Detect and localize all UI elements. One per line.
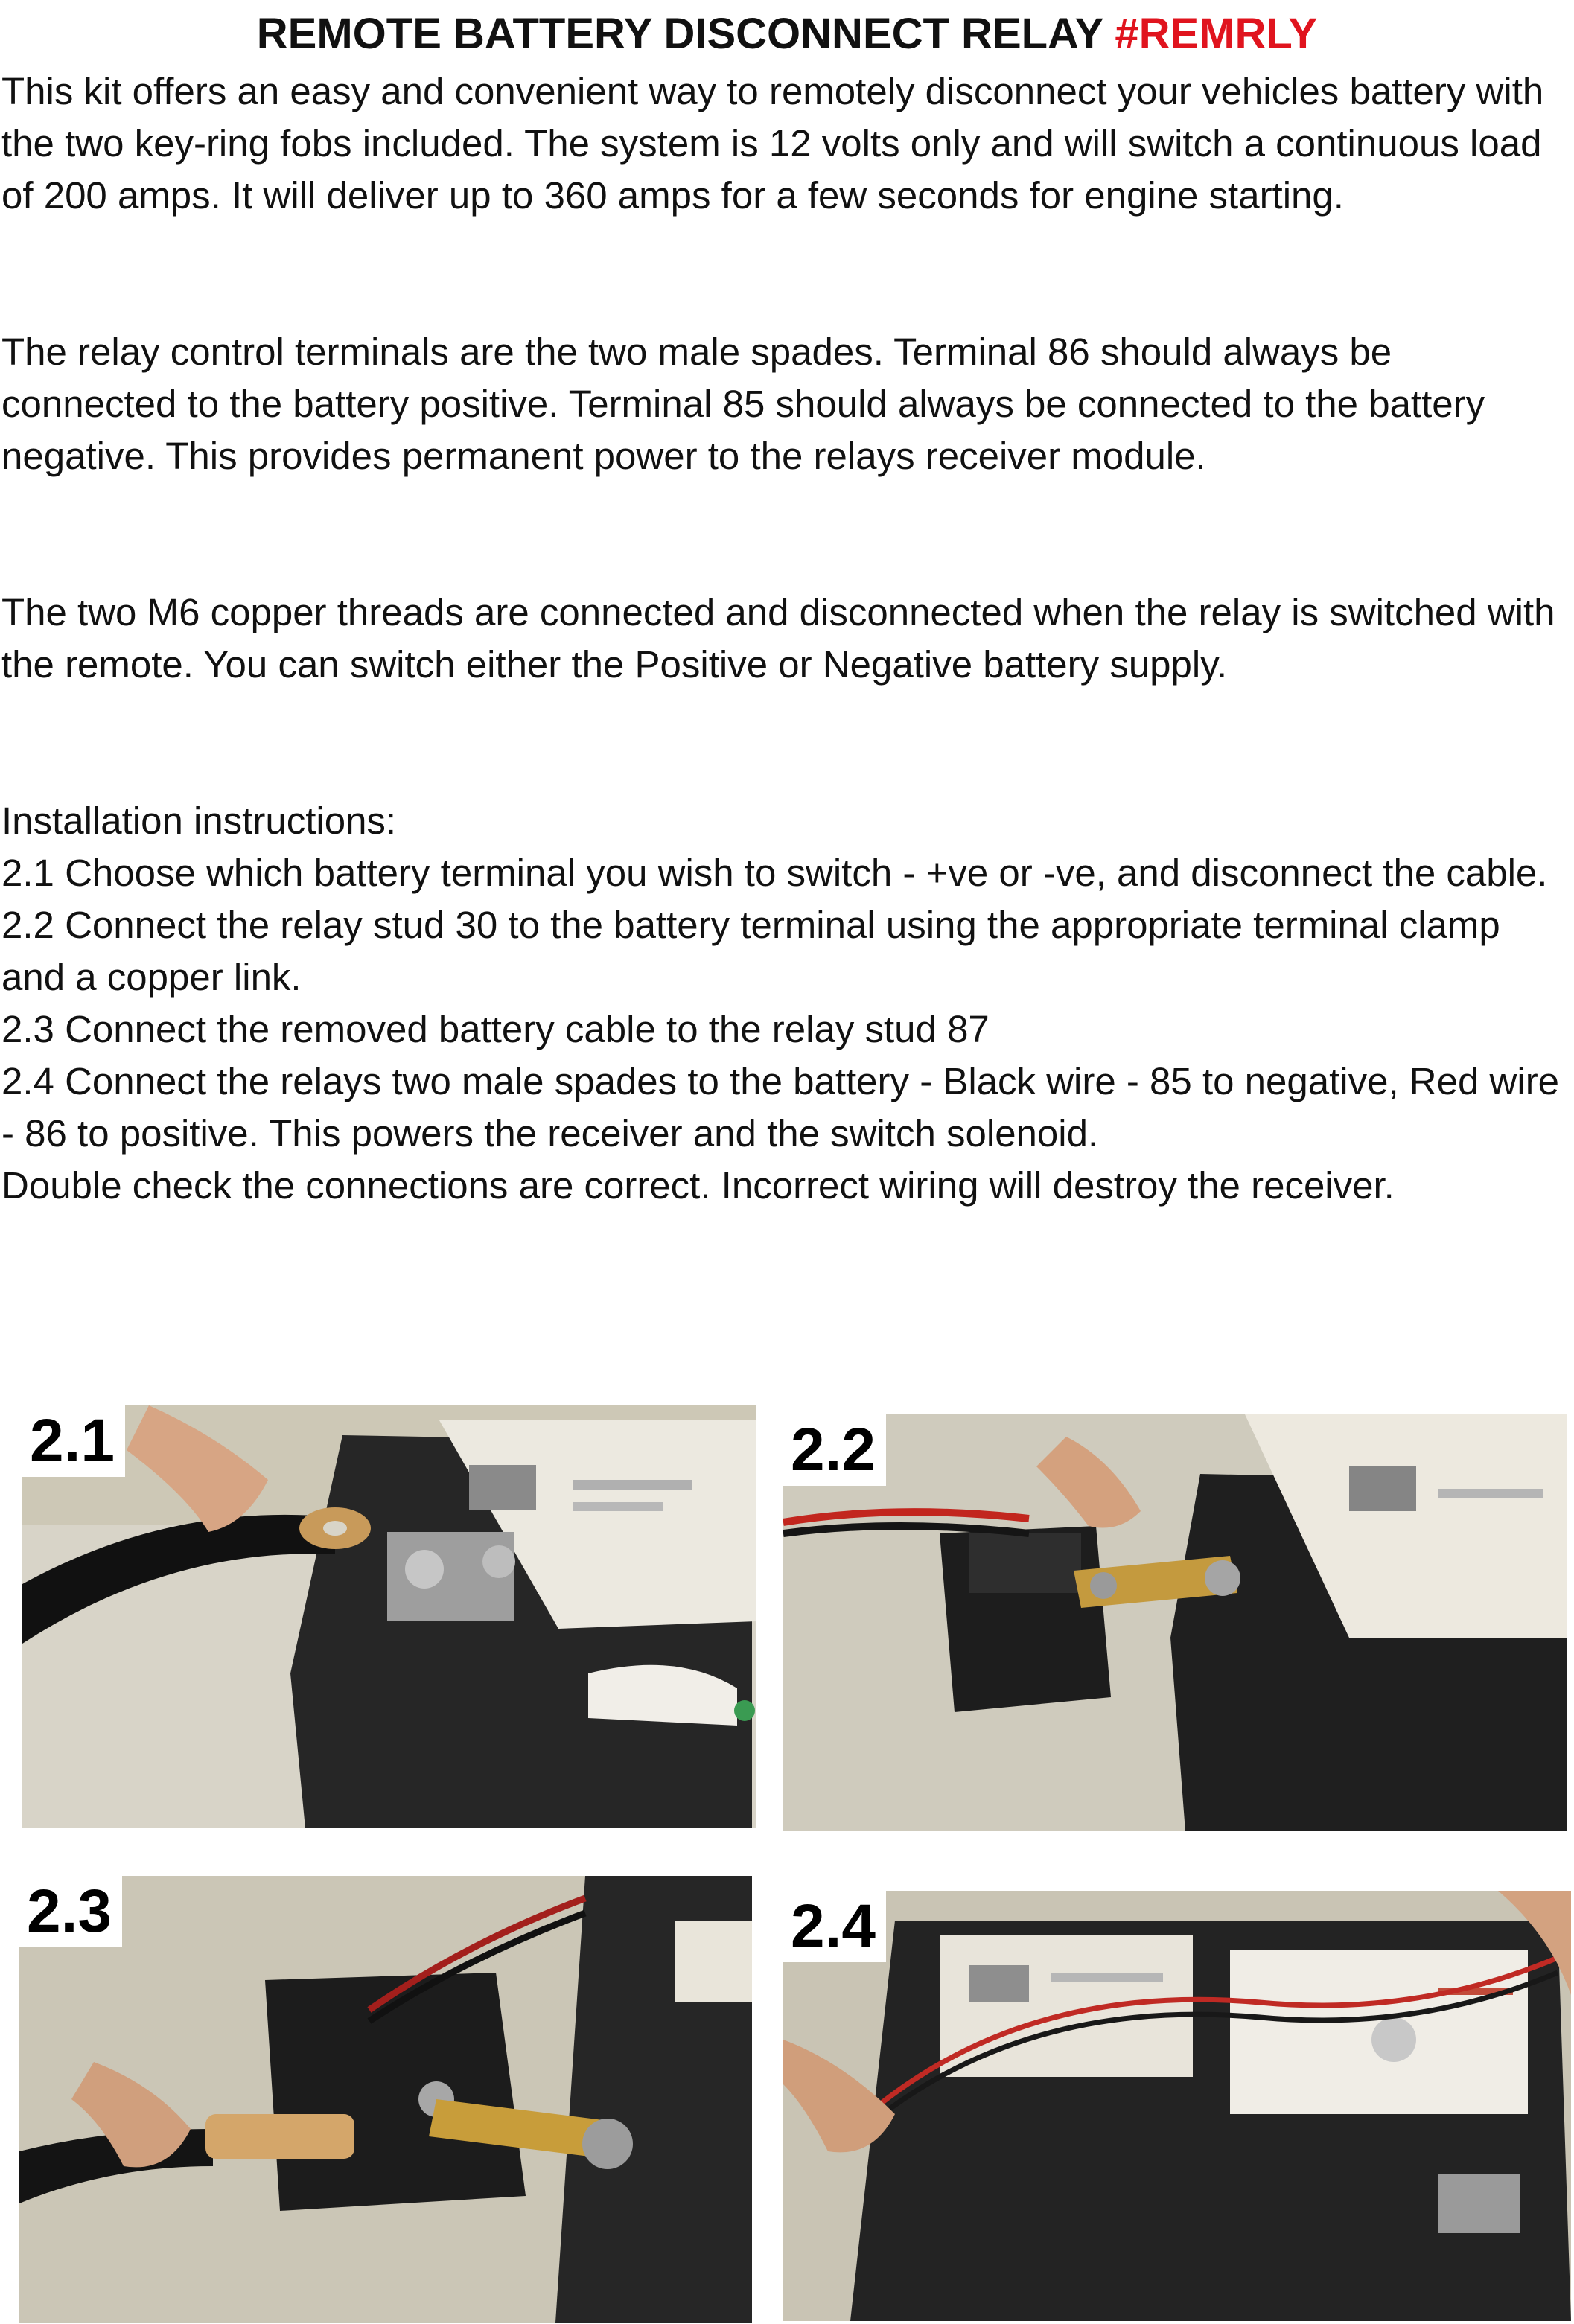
step-2-3: 2.3 Connect the removed battery cable to the relay stud 87: [1, 1008, 990, 1050]
step-label-2-4: 2.4: [783, 1891, 886, 1962]
step-2-1: 2.1 Choose which battery terminal you wish to switch - +ve or -ve, and disconnect the cable.: [1, 852, 1548, 894]
spade-wiring-illustration: [783, 1891, 1571, 2321]
step-2-4: 2.4 Connect the relays two male spades to the battery - Black wire - 85 to negative, Red wire - 86 to positive. This powers the receiver and the switch solenoid.: [1, 1060, 1560, 1155]
photo-step-2-2: [783, 1414, 1567, 1831]
control-terminals-text: The relay control terminals are the two male spades. Terminal 86 should always be connected to the battery positive. Terminal 85 should always be connected to the battery negative. This provides permanent power to the relays receiver module.: [1, 331, 1485, 477]
intro-paragraph: [1, 66, 1570, 222]
product-code: #REMRLY: [1115, 10, 1318, 58]
photo-step-2-3: [19, 1876, 752, 2323]
step-2-2: 2.2 Connect the relay stud 30 to the battery terminal using the appropriate terminal clamp and a copper link.: [1, 904, 1500, 998]
intro-text: This kit offers an easy and convenient way to remotely disconnect your vehicles battery with the two key-ring fobs included. The system is 12 volts only and will switch a continuous load of 200 amps. It will deliver up to 360 amps for a few seconds for engine starting.: [1, 70, 1544, 217]
step-label-2-1: 2.1: [22, 1405, 125, 1477]
cable-to-stud-illustration: [19, 1876, 752, 2323]
control-terminals-paragraph: [1, 326, 1570, 482]
step-label-2-3: 2.3: [19, 1876, 122, 1947]
photo-step-2-1: [22, 1405, 756, 1828]
photo-step-2-4: [783, 1891, 1571, 2321]
battery-cable-illustration: [22, 1405, 756, 1828]
installation-section: [1, 795, 1570, 1212]
installation-heading: Installation instructions:: [1, 799, 397, 842]
title-text: REMOTE BATTERY DISCONNECT RELAY: [256, 10, 1103, 58]
wiring-warning: Double check the connections are correct. Incorrect wiring will destroy the receiver.: [1, 1164, 1395, 1207]
step-label-2-2: 2.2: [783, 1414, 886, 1486]
relay-link-illustration: [783, 1414, 1567, 1831]
threads-paragraph: [1, 587, 1570, 691]
threads-text: The two M6 copper threads are connected and disconnected when the relay is switched with the remote. You can switch either the Positive or Negative battery supply.: [1, 591, 1555, 686]
page-title: [0, 10, 1574, 58]
